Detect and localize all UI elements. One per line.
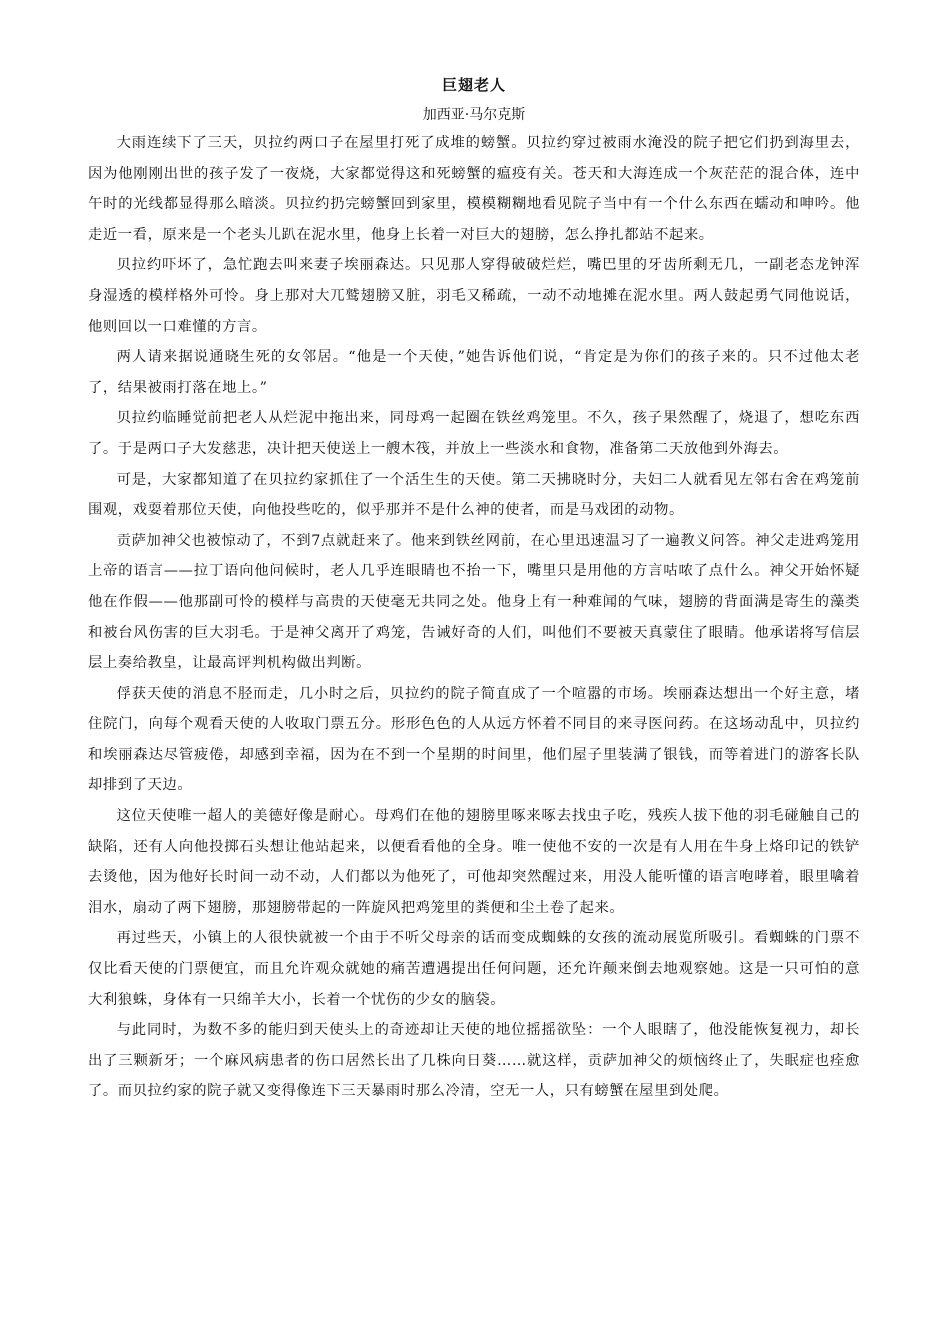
document-title: 巨翅老人	[441, 76, 506, 94]
document-author: 加西亚·马尔克斯	[422, 107, 526, 123]
document-page	[88, 72, 860, 1107]
paragraph: 大雨连续下了三天，贝拉约两口子在屋里打死了成堆的螃蟹。贝拉约穿过被雨水淹没的院子把它们扔到海里去，因为他刚刚出世的孩子发了一夜烧，大家都觉得这和死螃蟹的瘟疫有关。苍天和大海连成一个灰茫茫的混合体，连中午时的光线都显得那么暗淡。贝拉约扔完螃蟹回到家里，模模糊糊地看见院子当中有一个什么东西在蠕动和呻吟。他走近一看，原来是一个老头儿趴在泥水里，他身上长着一对巨大的翅膀，怎么挣扎都站不起来。	[88, 135, 860, 243]
document-body	[88, 128, 860, 1107]
paragraph: 俘获天使的消息不胫而走，几小时之后，贝拉约的院子简直成了一个喧嚣的市场。埃丽森达想出一个好主意，堵住院门，向每个观看天使的人收取门票五分。形形色色的人从远方怀着不同目的来寻医问药。在这场动乱中，贝拉约和埃丽森达尽管疲倦，却感到幸福，因为在不到一个星期的时间里，他们屋子里装满了银钱，而等着进门的游客长队却排到了天边。	[88, 685, 860, 794]
paragraph: 贝拉约临睡觉前把老人从烂泥中拖出来，同母鸡一起圈在铁丝鸡笼里。不久，孩子果然醒了，烧退了，想吃东西了。于是两口子大发慈悲，决计把天使送上一艘木筏，并放上一些淡水和食物，准备第二天放他到外海去。	[88, 410, 860, 457]
paragraph: 两人请来据说通晓生死的女邻居。“他是一个天使，”她告诉他们说，“肯定是为你们的孩子来的。只不过他太老了，结果被雨打落在地上。”	[88, 349, 860, 396]
paragraph: 与此同时，为数不多的能归到天使头上的奇迹却让天使的地位摇摇欲坠：一个人眼瞎了，他没能恢复视力，却长出了三颗新牙；一个麻风病患者的伤口居然长出了几株向日葵……就这样，贡萨加神父的烦恼终止了，失眠症也痊愈了。而贝拉约家的院子就又变得像连下三天暴雨时那么冷清，空无一人，只有螃蟹在屋里到处爬。	[88, 1022, 860, 1100]
paragraph: 再过些天，小镇上的人很快就被一个由于不听父母亲的话而变成蜘蛛的女孩的流动展览所吸引。看蜘蛛的门票不仅比看天使的门票便宜，而且允许观众就她的痛苦遭遇提出任何问题，还允许颠来倒去地观察她。这是一只可怕的意大利狼蛛，身体有一只绵羊大小，长着一个忧伤的少女的脑袋。	[88, 930, 860, 1008]
paragraph: 这位天使唯一超人的美德好像是耐心。母鸡们在他的翅膀里啄来啄去找虫子吃，残疾人拔下他的羽毛碰触自己的缺陷，还有人向他投掷石头想让他站起来，以便看看他的全身。唯一使他不安的一次是有人用在牛身上烙印记的铁铲去烫他，因为他好长时间一动不动，人们都以为他死了，可他却突然醒过来，用没人能听懂的语言咆哮着，眼里噙着泪水，扇动了两下翅膀，那翅膀带起的一阵旋风把鸡笼里的粪便和尘土卷了起来。	[88, 808, 860, 916]
paragraph: 贝拉约吓坏了，急忙跑去叫来妻子埃丽森达。只见那人穿得破破烂烂，嘴巴里的牙齿所剩无几，一副老态龙钟浑身湿透的模样格外可怜。身上那对大兀鹫翅膀又脏，羽毛又稀疏，一动不动地摊在泥水里。两人鼓起勇气同他说话，他则回以一口难懂的方言。	[88, 257, 860, 335]
paragraph: 贡萨加神父也被惊动了，不到7点就赶来了。他来到铁丝网前，在心里迅速温习了一遍教义问答。神父走进鸡笼用上帝的语言——拉丁语向他问候时，老人几乎连眼睛也不抬一下，嘴里只是用他的方言咕哝了点什么。神父开始怀疑他在作假——他那副可怜的模样与高贵的天使毫无共同之处。他身上有一种难闻的气味，翅膀的背面满是寄生的藻类和被台风伤害的巨大羽毛。于是神父离开了鸡笼，告诫好奇的人们，叫他们不要被天真蒙住了眼睛。他承诺将写信层层上奏给教皇，让最高评判机构做出判断。	[88, 532, 860, 672]
paragraph: 可是，大家都知道了在贝拉约家抓住了一个活生生的天使。第二天拂晓时分，夫妇二人就看见左邻右舍在鸡笼前围观，戏耍着那位天使，向他投些吃的，似乎那并不是什么神的使者，而是马戏团的动物。	[88, 471, 860, 519]
